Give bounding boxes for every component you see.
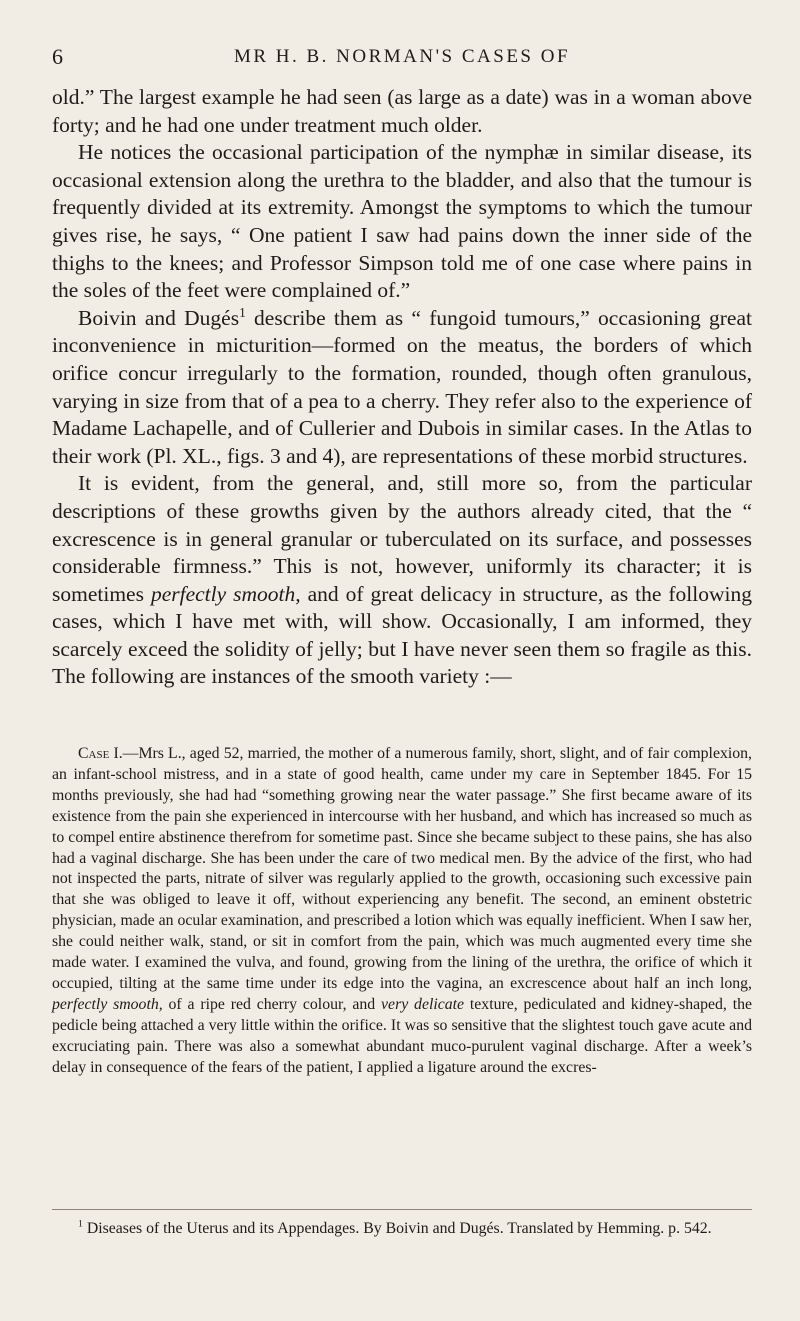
text-segment: Boivin and Dugés [78, 305, 240, 330]
case-label: Case I. [78, 745, 123, 762]
paragraph-boivin-duges [52, 305, 752, 471]
text-segment: describe them as “ fungoid tumours,” occasioning great inconvenience in micturition—formed on the meatus, the borders of which orifice concur irregularly to the formation, rounded, though often granulous, varying in size from that of a pea to a cherry. They refer also to the experience of Madame Lachapelle, and of Cullerier and Dubois in similar cases. In the Atlas to their work (Pl. XL., figs. 3 and 4), are representations of these morbid structures. [52, 305, 752, 468]
page-header [52, 44, 752, 74]
emphasis-text: very delicate [381, 995, 465, 1013]
main-text [52, 84, 752, 691]
footnote-text [52, 1219, 752, 1240]
text-segment: and of great delicacy in structure, as the following cases, which I have met with, will show. Occasionally, I am informed, they scarcely exceed the solidity of jelly; but I have never seen them so fragile as this. The following are instances of the smooth variety :— [52, 581, 752, 689]
footnote-reference: 1 [239, 304, 246, 320]
running-head: MR H. B. NORMAN'S CASES OF [233, 46, 571, 67]
case-report [52, 744, 752, 1079]
page-number: 6 [52, 44, 63, 69]
paragraph-smooth-variety [52, 470, 752, 691]
paragraph-continuation: old.” The largest example he had seen (as large as a date) was in a woman above forty; and he had one under treatment much older. [52, 85, 752, 137]
text-segment: —Mrs L., aged 52, married, the mother of a numerous family, short, slight, and of fair complexion, an infant-school mistress, and in a state of good health, came under my care in September 1845. For 15 months previously, she had had “something growing near the water passage.” She first became aware of its existence from the pain she experienced in intercourse with her husband, and which has increased so much as to compel entire abstinence therefrom for sometime past. Since she became subject to these pains, she has also had a vaginal discharge. She has been under the care of two medical men. By the advice of the first, who had not inspected the parts, nitrate of silver was regularly applied to the growth, occasioning such excessive pain that she was obliged to leave it off, without experiencing any benefit. The second, an eminent obstetric physician, made an ocular examination, and prescribed a lotion which was equally inefficient. When I saw her, she could neither walk, stand, or sit in comfort from the pain, which was much augmented every time she made water. I examined the vulva, and found, growing from the lining of the urethra, the orifice of which it occupied, tilting at the same time under its edge into the vagina, an excrescence about half an inch long, [52, 745, 752, 992]
footnote [52, 1219, 752, 1240]
text-segment: of a ripe red cherry colour, and [162, 995, 382, 1013]
footnote-divider [52, 1209, 752, 1210]
footnote-body: Diseases of the Uterus and its Appendages. By Boivin and Dugés. Translated by Hemming. p. 542. [82, 1220, 712, 1237]
case-one-paragraph [52, 744, 752, 1079]
text-segment: It is evident, from the general, and, still more so, from the particular descriptions of these growths given by the authors already cited, that the “ excrescence is in general granular or tuberculated on its surface, and possesses considerable firmness.” This is not, however, uniformly its character; it is sometimes [52, 471, 752, 606]
paragraph-symptoms: He notices the occasional participation of the nymphæ in similar disease, its occasional extension along the urethra to the bladder, and also that the tumour is frequently divided at its extremity. Amongst the symptoms to which the tumour gives rise, he says, “ One patient I saw had pains down the inner side of the thighs to the knees; and Professor Simpson told me of one case where pains in the soles of the feet were complained of.” [52, 140, 752, 303]
text-segment: texture, pediculated and kidney-shaped, the pedicle being attached a very little within the orifice. It was so sensitive that the slightest touch gave acute and excruciating pain. There was also a somewhat abundant muco-purulent vaginal discharge. After a week’s delay in consequence of the fears of the patient, I applied a ligature around the excres- [52, 995, 752, 1076]
emphasis-text: perfectly smooth, [150, 581, 301, 606]
emphasis-text: perfectly smooth, [52, 995, 163, 1013]
footnote-marker: 1 [78, 1218, 83, 1230]
